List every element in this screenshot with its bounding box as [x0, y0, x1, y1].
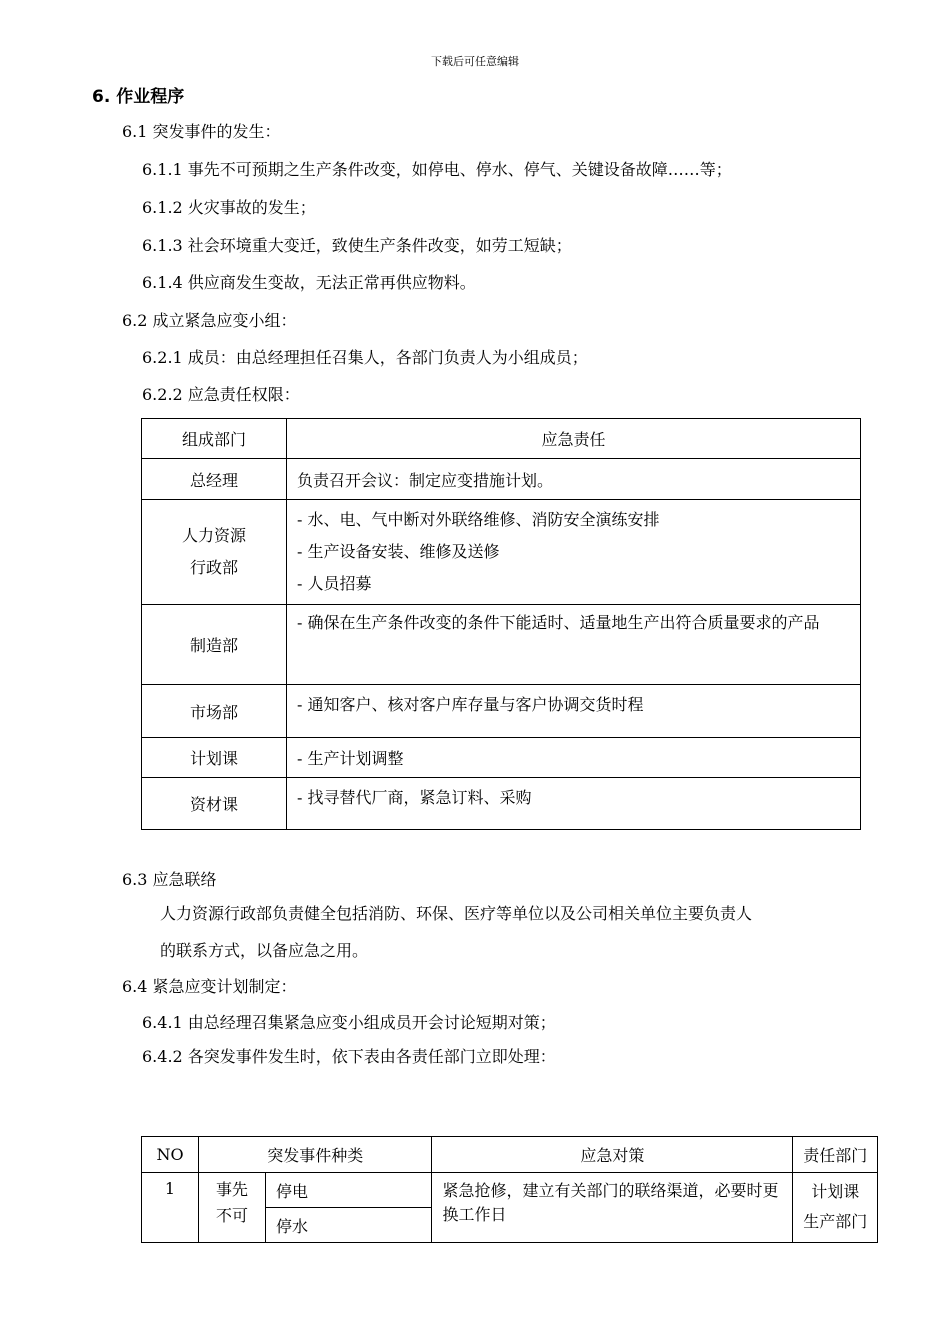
responsibility-table: [141, 418, 861, 830]
duty-cell: 负责召开会议：制定应变措施计划。: [287, 459, 861, 500]
subsection-6-4-title: 6.4 紧急应变计划制定：: [122, 977, 297, 996]
duty-cell: [287, 500, 861, 605]
item-6-1-1: 6.1.1 事先不可预期之生产条件改变，如停电、停水、停气、关键设备故障……等；: [142, 160, 732, 179]
header-responsible-dept: 责任部门: [793, 1137, 878, 1173]
dept-cell: 资材课: [142, 778, 287, 830]
item-6-1-3: 6.1.3 社会环境重大变迁，致使生产条件改变，如劳工短缺；: [142, 236, 572, 255]
header-measure: 应急对策: [432, 1137, 793, 1173]
table-row: [142, 685, 861, 738]
table-row: [142, 1173, 878, 1208]
duty-cell: - 找寻替代厂商，紧急订料、采购: [287, 778, 861, 830]
header-event-type: 突发事件种类: [199, 1137, 432, 1173]
table-row: [142, 738, 861, 778]
table-row: [142, 500, 861, 605]
item-6-2-1: 6.2.1 成员：由总经理担任召集人，各部门负责人为小组成员；: [142, 348, 588, 367]
item-6-4-1: 6.4.1 由总经理召集紧急应变小组成员开会讨论短期对策；: [142, 1013, 556, 1032]
dept-cell: 制造部: [142, 605, 287, 685]
dept-line: 计划课: [811, 1182, 860, 1201]
dept-line: 人力资源: [181, 526, 246, 545]
responsible-dept-cell: [793, 1173, 878, 1243]
header-no: NO: [142, 1137, 199, 1173]
table-row: [142, 778, 861, 830]
item-6-4-2: 6.4.2 各突发事件发生时，依下表由各责任部门立即处理：: [142, 1047, 556, 1066]
header-dept: 组成部门: [142, 419, 287, 459]
duty-item: - 水、电、气中断对外联络维修、消防安全演练安排: [297, 510, 660, 529]
item-6-2-2: 6.2.2 应急责任权限：: [142, 385, 300, 404]
measure-cell: [432, 1173, 793, 1243]
table-row: [142, 605, 861, 685]
category-line: 事先: [215, 1180, 248, 1199]
duty-cell: [287, 605, 861, 685]
page-header: 下载后可任意编辑: [431, 55, 519, 68]
dept-line: 行政部: [189, 558, 238, 577]
duty-item: - 确保在生产条件改变的条件下能适时、适量地生产出符合质量要求的产品: [297, 613, 820, 632]
event-item: 停电: [266, 1173, 432, 1208]
contact-text-line2: 的联系方式，以备应急之用。: [160, 941, 369, 960]
duty-item: - 生产设备安装、维修及送修: [297, 542, 500, 561]
dept-line: 生产部门: [803, 1212, 868, 1231]
event-table: [141, 1136, 878, 1243]
header-duty: 应急责任: [287, 419, 861, 459]
dept-cell: [142, 500, 287, 605]
item-6-1-4: 6.1.4 供应商发生变故，无法正常再供应物料。: [142, 273, 476, 292]
duty-item: - 人员招募: [297, 574, 372, 593]
measure-text: 紧急抢修，建立有关部门的联络渠道，必要时更换工作日: [442, 1181, 779, 1224]
subsection-6-2-title: 6.2 成立紧急应变小组：: [122, 311, 297, 330]
duty-cell: - 通知客户、核对客户库存量与客户协调交货时程: [287, 685, 861, 738]
dept-cell: 总经理: [142, 459, 287, 500]
subsection-6-3-title: 6.3 应急联络: [122, 870, 217, 889]
event-category: [199, 1173, 266, 1243]
table-row: [142, 459, 861, 500]
subsection-6-1-title: 6.1 突发事件的发生：: [122, 122, 281, 141]
event-item: 停水: [266, 1208, 432, 1243]
row-no: 1: [142, 1173, 199, 1243]
section-title: 6. 作业程序: [92, 87, 185, 107]
table-header-row: [142, 1137, 878, 1173]
table-header-row: [142, 419, 861, 459]
category-line: 不可: [215, 1206, 248, 1225]
duty-cell: - 生产计划调整: [287, 738, 861, 778]
contact-text-line1: 人力资源行政部负责健全包括消防、环保、医疗等单位以及公司相关单位主要负责人: [160, 904, 753, 923]
dept-cell: 市场部: [142, 685, 287, 738]
dept-cell: 计划课: [142, 738, 287, 778]
item-6-1-2: 6.1.2 火灾事故的发生；: [142, 198, 316, 217]
